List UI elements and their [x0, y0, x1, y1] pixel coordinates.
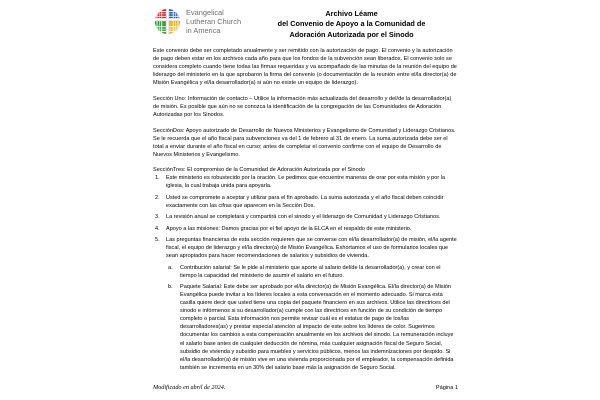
list-item: [153, 194, 458, 210]
document-header: [153, 6, 458, 40]
list-item-text: Las preguntas financieras de esta sección requieren que se converse con el/la desarrollador(a) de misión, el/la agente fiscal, el equipo de liderazgo y el/la director(a) de Misión Evangélica. Exhortamos el uso de formularios locales que sean apropiados para hacer recomendaciones de salarios y subsidios de vivienda.: [166, 237, 457, 260]
sublist-item-text: Paquete Salarial: Este debe ser aprobado por el/la director(a) de Misión Evangélica. El/la director(a) de Misión Evangélica puede invitar a los líderes locales a esta conversación en el momento adecuado. Si marca esta casilla quiere decir que usted tiene una copia del paquete financiero en sus archivos. Utilice las directrices del sinodo e infórmenos si su desarrollador(a) cumple con las directrices en función de su condición de tiempo completo o parcial. Esta información nos permite revisar cuál es el estatus de pago de los/las desarrolladores(as) y prestar especial atención al impacto de este sobre los líderes de color. Sugerimos documentar los cambios a esta compensación anualmente en los archivos del sinodo. La remuneración incluye el salario base antes de cualquier deducción de nómina, más cualquier asignación fiscal de Seguro Social, subsidio de vivienda y subsidio para muebles y servicios públicos, menos las indemnizaciones por despido. Si el/la desarrollador(a) de misión vive en una vivienda proporcionada por el empleador, la compensación definida también se incrementa en un 30% del salario base más la asignación de Seguro Social.: [180, 284, 454, 371]
list-item-text: Usted se compromete a aceptar y utilizar para el fin aprobado. La suma autorizada y el año fiscal deben coincidir exactamente con las cifras que aparecen en la Sección Dos.: [166, 194, 444, 209]
list-item: [153, 236, 458, 260]
list-marker: 5.: [155, 237, 160, 244]
document-content: [153, 6, 458, 375]
elca-wordmark: [186, 8, 241, 35]
section-three-heading: SecciónTres: El compromiso de la Comunidad de Adoración Autorizada por el Sinodo: [153, 167, 365, 174]
list-item-text: Este ministerio es robustecido por la oración. Le pedimos que encuentre maneras de orar por esta misión y por la iglesia, la cual trabaja unida para apoyarla.: [166, 175, 446, 190]
list-item-text: Apoyo a las misiones: Damos gracias por el fiel apoyo de la ELCA en el respaldo de este ministerio.: [166, 225, 412, 232]
section-two-paragraph: Se le recuerda que el año fiscal para subvenciones va del 1 de febrero al 31 de enero. La suma autorizada debe ser el total a enviar durante el año fiscal en curso; antes de completar el convenio confirme con el equipo de Desarrollo de Nuevos Ministerios y Evangelismo.: [153, 135, 448, 158]
footer-page-number: Página 1: [435, 385, 458, 391]
wordmark-line-3: in America: [186, 26, 221, 36]
list-marker: 4.: [155, 225, 160, 232]
elca-logo-block: [153, 6, 241, 36]
list-item: [153, 213, 458, 221]
list-item-text: La revisión anual se completará y compartirá con el sinodo y el liderazgo de Comunidad y Liderazgo Cristianos.: [166, 214, 441, 221]
footer-revision-date: Modificado en abril de 2024.: [153, 384, 226, 391]
list-item: [153, 225, 458, 233]
title-line-1: Archivo Léame: [325, 9, 378, 18]
wordmark-line-2: Lutheran Church: [186, 16, 242, 26]
list-marker: 3.: [155, 214, 160, 221]
document-footer: [153, 384, 458, 392]
wordmark-line-1: Evangelical: [186, 7, 224, 17]
title-line-2: del Convenio de Apoyo a la Comunidad de: [277, 19, 426, 29]
sublist-marker: a.: [168, 264, 173, 271]
elca-cross-logo-icon: [153, 7, 182, 36]
section-two-heading: SecciónDos: Apoyo autorizado de Desarrollo de Nuevos Ministerios y Evangelismo de Comunidad y Liderazgo Cristianos.: [153, 127, 456, 134]
title-line-3: Adoración Autorizada por el Sinodo: [289, 29, 414, 39]
sublist-marker: b.: [168, 284, 173, 291]
section-three-list: [153, 174, 458, 260]
intro-paragraph: Este convenio debe ser completado anualmente y ser remitido con la autorización de pago. El convenio y la autorización de pago deben estar en los archivos cada año para que los fondos de la subvención sean liberados. El convenio solo se considera completo cuando tiene todas las firmas requeridas y va acompañado de las minutas de la reunión del equipo de liderazgo del ministerio en la que aprobaron la firma del convenio (o documentación de la reunión entre el/la director(a) de Misión Evangélica y el/la desarrollador(a) si aún no existe un equipo de liderazgo).: [153, 48, 457, 87]
list-marker: 1.: [155, 175, 160, 182]
section-one-paragraph: Sección Uno: Información de contacto – Utilice la información más actualizada del desarrollo y del/de la desarrollador(a) de misión. Es posible que aún no se conozca la identificación de la congregación de las Comunidades de Adoración Autorizadas por los Sinodos.: [153, 95, 452, 119]
list-item: [153, 174, 458, 190]
document-title: [241, 6, 458, 40]
sublist-item: [166, 264, 458, 280]
sublist-item-text: Contribución salarial: Se le pide al ministerio que aporte al salario del/de la desarrollador(a), y crear con el tiempo la capacidad del ministerio de asumir el salario en el futuro.: [180, 264, 441, 279]
sublist-item: [166, 283, 458, 372]
section-three-sublist: [153, 264, 458, 372]
list-marker: 2.: [155, 194, 160, 201]
